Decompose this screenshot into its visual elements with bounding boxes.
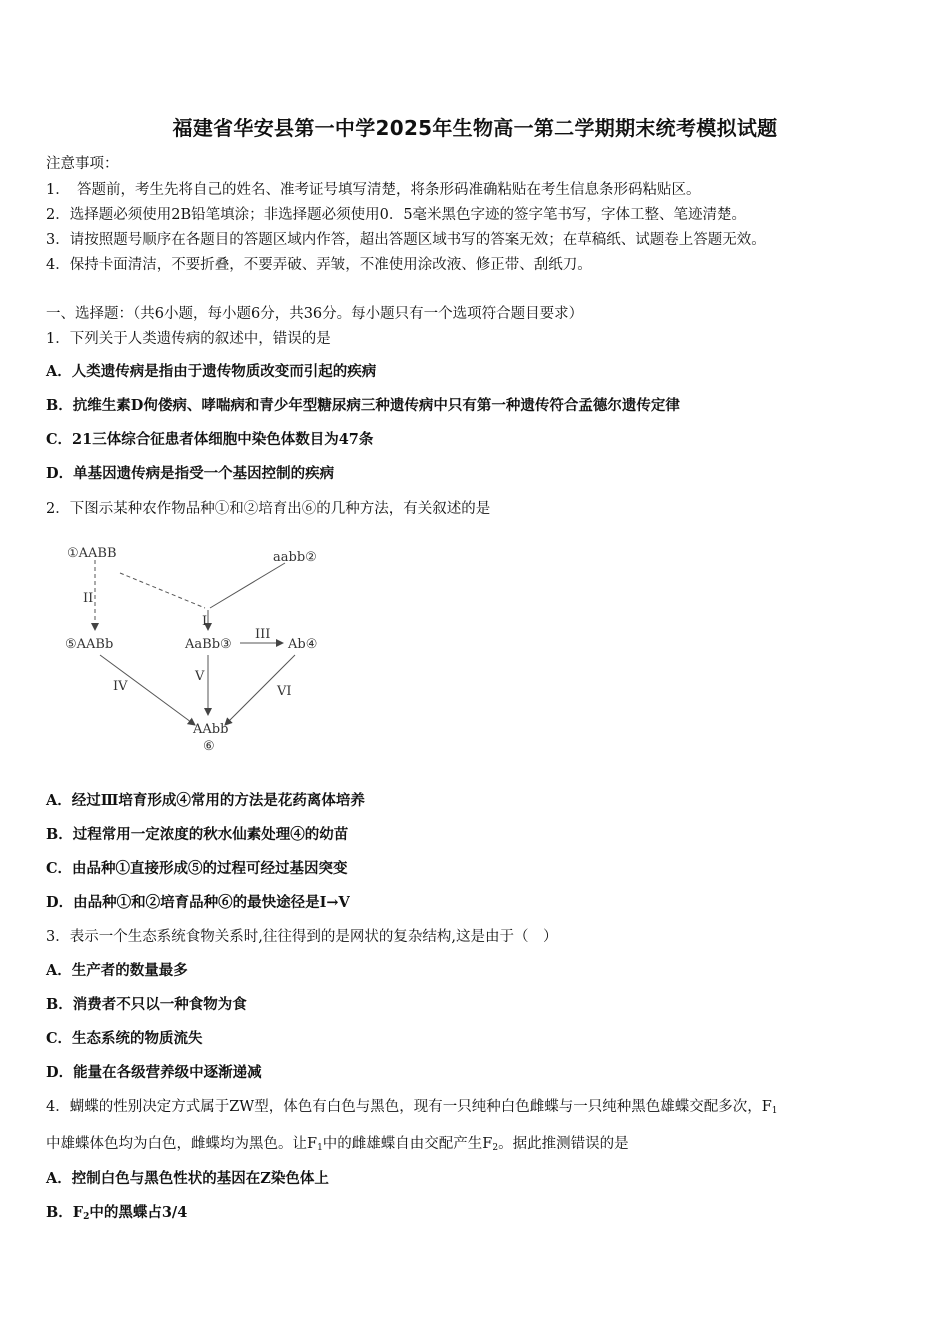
notice-item-1: 1． 答题前，考生先将自己的姓名、准考证号填写清楚，将条形码准确粘贴在考生信息条形码粘贴区。 xyxy=(46,182,701,198)
q4-stem-text-1: 4．蝴蝶的性别决定方式属于ZW型，体色有白色与黑色，现有一只纯种白色雌蝶与一只纯种黑色雄蝶交配多次，F xyxy=(46,1099,772,1115)
q4-stem-sub-1: 1 xyxy=(771,1106,778,1116)
node-1: ①AABB xyxy=(67,546,117,561)
question-3-option-b: B．消费者不只以一种食物为食 xyxy=(46,996,247,1013)
route-V: V xyxy=(195,669,205,684)
route-I: I xyxy=(202,614,208,629)
node-6-genotype: AAbb xyxy=(193,722,229,737)
question-4-option-b xyxy=(46,1201,187,1222)
question-3-option-d: D．能量在各级营养级中逐渐递减 xyxy=(46,1064,262,1081)
q4-option-b-pre: B．F xyxy=(46,1204,84,1221)
question-2-option-d: D．由品种①和②培育品种⑥的最快途径是Ⅰ→Ⅴ xyxy=(46,894,350,911)
arrow-2-to-I xyxy=(210,563,285,608)
question-2-stem: 2．下图示某种农作物品种①和②培育出⑥的几种方法，有关叙述的是 xyxy=(46,501,491,517)
route-VI: VI xyxy=(277,684,292,699)
node-6-label: ⑥ xyxy=(203,739,215,754)
question-2-option-c: C．由品种①直接形成⑤的过程可经过基因突变 xyxy=(46,860,348,877)
question-1-option-c: C．21三体综合征患者体细胞中染色体数目为47条 xyxy=(46,431,374,448)
q4-option-b-sub: 2 xyxy=(83,1212,90,1222)
q4-option-b-post: 中的黑蝶占3/4 xyxy=(89,1204,188,1221)
breeding-diagram xyxy=(55,530,355,765)
arrow-1-to-I xyxy=(120,573,205,608)
route-III: III xyxy=(255,627,271,642)
question-1-option-d: D．单基因遗传病是指受一个基因控制的疾病 xyxy=(46,465,335,482)
q4-stem-sub-3: 2 xyxy=(492,1143,499,1153)
question-3-option-a: A．生产者的数量最多 xyxy=(46,962,188,979)
q4-stem-text-2: 中雄蝶体色均为白色，雌蝶均为黑色。让F xyxy=(46,1136,318,1152)
page-title: 福建省华安县第一中学2025年生物高一第二学期期末统考模拟试题 xyxy=(172,116,778,140)
question-1-option-a: A．人类遗传病是指由于遗传物质改变而引起的疾病 xyxy=(46,363,377,380)
question-3-option-c: C．生态系统的物质流失 xyxy=(46,1030,203,1047)
notice-heading: 注意事项： xyxy=(46,156,119,172)
question-2-option-b: B．过程常用一定浓度的秋水仙素处理④的幼苗 xyxy=(46,826,349,843)
question-1-stem: 1．下列关于人类遗传病的叙述中，错误的是 xyxy=(46,331,331,347)
node-3: AaBb③ xyxy=(185,637,232,652)
q4-stem-text-3: 中的雌雄蝶自由交配产生F xyxy=(322,1136,493,1152)
question-4-option-a: A．控制白色与黑色性状的基因在Z染色体上 xyxy=(46,1170,329,1187)
route-II: II xyxy=(83,591,94,606)
q4-stem-text-4: 。据此推测错误的是 xyxy=(498,1136,629,1152)
node-5: ⑤AABb xyxy=(65,637,114,652)
notice-item-4: 4．保持卡面清洁，不要折叠，不要弄破、弄皱，不准使用涂改液、修正带、刮纸刀。 xyxy=(46,257,592,273)
question-4-stem-line-2 xyxy=(46,1132,629,1153)
q4-stem-sub-2: 1 xyxy=(317,1143,323,1153)
node-2: aabb② xyxy=(273,550,317,565)
section-heading: 一、选择题：（共6小题，每小题6分，共36分。每小题只有一个选项符合题目要求） xyxy=(46,306,584,322)
notice-item-2: 2．选择题必须使用2B铅笔填涂；非选择题必须使用0．5毫米黑色字迹的签字笔书写，字体工整、笔迹清楚。 xyxy=(46,207,747,223)
question-1-option-b: B．抗维生素D佝偻病、哮喘病和青少年型糖尿病三种遗传病中只有第一种遗传符合孟德尔遗传定律 xyxy=(46,397,680,414)
node-4: Ab④ xyxy=(288,637,318,652)
route-IV: IV xyxy=(113,679,128,694)
question-4-stem-line-1 xyxy=(46,1095,778,1116)
question-3-stem: 3．表示一个生态系统食物关系时,往往得到的是网状的复杂结构,这是由于（ ） xyxy=(46,929,558,945)
notice-item-3: 3．请按照题号顺序在各题目的答题区域内作答，超出答题区域书写的答案无效；在草稿纸、试题卷上答题无效。 xyxy=(46,232,766,248)
question-2-option-a: A．经过Ⅲ培育形成④常用的方法是花药离体培养 xyxy=(46,792,365,809)
